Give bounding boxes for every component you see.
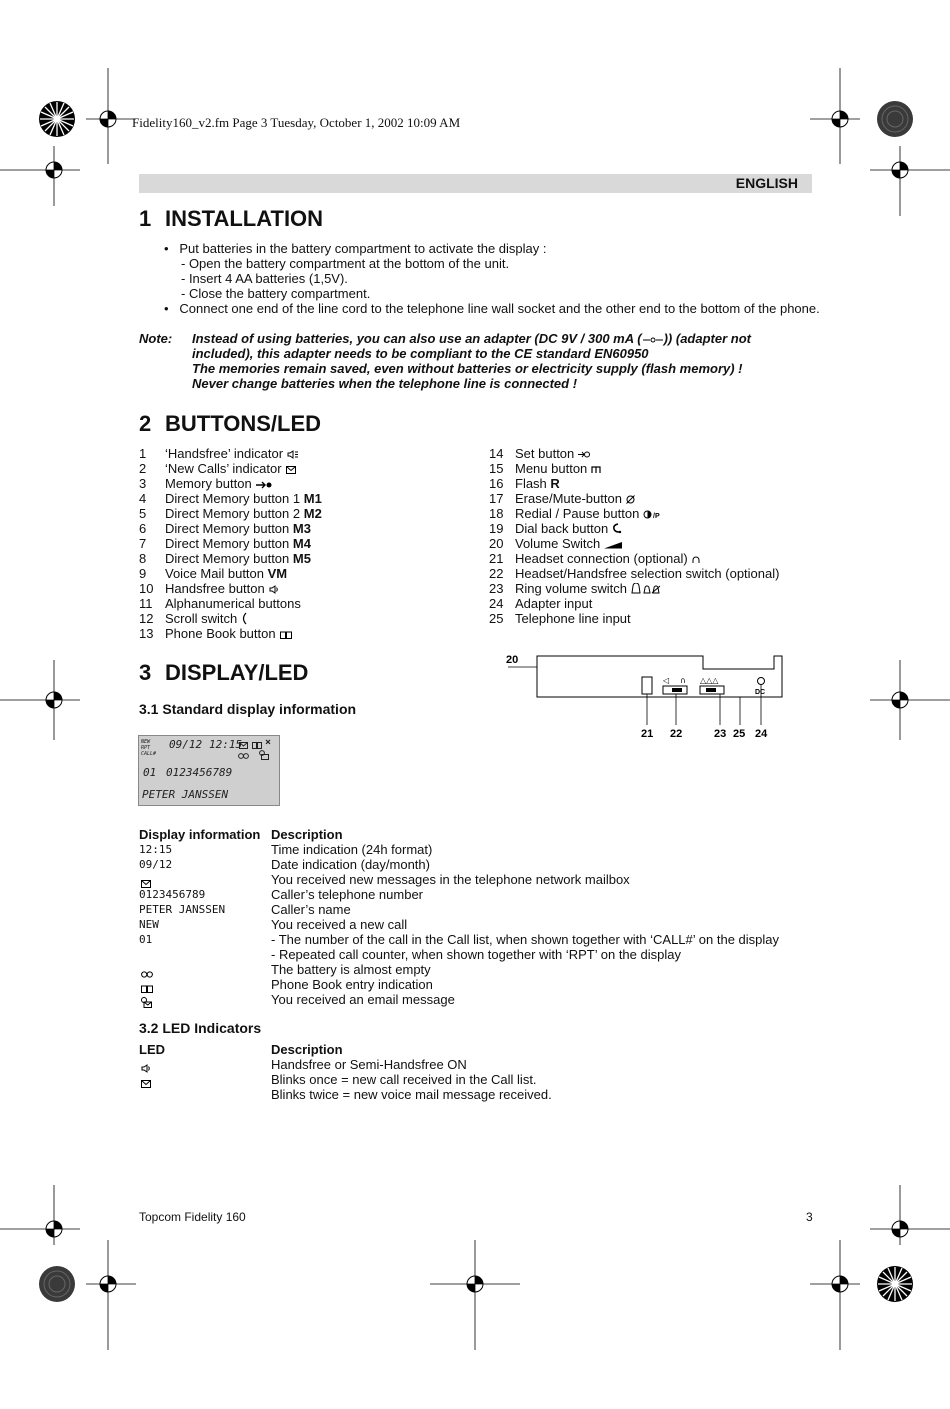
lcd-display (138, 735, 280, 806)
crosshair-mark (0, 1185, 80, 1245)
item-label: Redial / Pause button (515, 506, 640, 521)
display-info-key: 0123456789 (139, 888, 206, 901)
section-title-installation: 1 INSTALLATION (139, 206, 324, 231)
registration-mark-top-right (876, 100, 914, 138)
crosshair-mark (810, 1240, 860, 1350)
crosshair-mark (810, 68, 860, 164)
headset-icon (692, 552, 700, 567)
email-icon (259, 750, 269, 760)
item-number: 18 (489, 506, 504, 521)
item-label: Erase/Mute-button (515, 491, 622, 506)
crosshair-mark (86, 68, 136, 164)
item-number: 11 (139, 596, 153, 611)
item-number: 6 (139, 521, 147, 536)
led-table-head-key: LED (139, 1042, 165, 1057)
item-number: 21 (489, 551, 504, 566)
bullet-item: • Put batteries in the battery compartment to activate the display : (164, 241, 547, 256)
button-list-item (139, 476, 272, 492)
led-table-head-desc: Description (271, 1042, 343, 1057)
lcd-indicator: NEW (141, 739, 151, 745)
crosshair-mark (430, 1240, 520, 1350)
item-number: 12 (139, 611, 154, 626)
item-label: Direct Memory button 2 (165, 506, 301, 521)
registration-mark-bottom-left (38, 1265, 76, 1303)
book-icon (280, 627, 292, 642)
item-label: Telephone line input (515, 611, 631, 626)
envelope-icon (141, 1075, 151, 1093)
bullet-item: • Connect one end of the line cord to the telephone line wall socket and the other end to the bottom of the phone. (164, 301, 820, 316)
item-label: Direct Memory button 1 (165, 491, 301, 506)
display-info-desc: - The number of the call in the Call list, when shown together with ‘CALL#’ on the display (271, 932, 779, 947)
button-list-item (489, 596, 592, 611)
svg-text:∩: ∩ (680, 676, 686, 685)
button-list-item (489, 536, 622, 552)
button-list-item (139, 596, 301, 611)
item-label: Direct Memory button (165, 551, 290, 566)
button-list-item (489, 566, 779, 581)
button-list-item (139, 566, 287, 581)
button-list-item (139, 581, 279, 597)
language-bar (139, 174, 812, 193)
dial-back-icon (612, 522, 622, 537)
battery-icon (238, 753, 249, 759)
memory-arrow-icon (256, 477, 272, 492)
item-number: 19 (489, 521, 504, 536)
diagram-label: 21 (641, 728, 654, 740)
item-label: Phone Book button (165, 626, 276, 641)
email-icon (141, 995, 152, 1013)
section-title-display: 3 DISPLAY/LED (139, 660, 309, 685)
button-list-item (139, 506, 322, 521)
display-info-key: PETER JANSSEN (139, 903, 226, 916)
display-info-desc: You received a new call (271, 917, 408, 932)
note-label: Note: (139, 331, 173, 346)
note-line: Instead of using batteries, you can also use an adapter (DC 9V / 300 mA ( )) (adapter not (192, 331, 751, 346)
phone-side-diagram (500, 650, 790, 745)
item-key: VM (267, 566, 288, 581)
item-label: Scroll switch (165, 611, 238, 626)
display-info-desc: Time indication (24h format) (271, 842, 433, 857)
item-label: ‘New Calls’ indicator (165, 461, 282, 476)
display-info-desc: The battery is almost empty (271, 962, 431, 977)
display-table-head-key: Display information (139, 827, 261, 842)
set-icon (578, 447, 590, 462)
volume-wedge-icon (604, 537, 622, 552)
subsection-standard-display: 3.1 Standard display information (139, 701, 357, 717)
registration-mark-top-left (38, 100, 76, 138)
item-number: 3 (139, 476, 147, 491)
lcd-date: 09/12 (169, 738, 203, 751)
page-number: 3 (806, 1210, 813, 1224)
item-number: 16 (489, 476, 504, 491)
button-list-item (489, 476, 560, 491)
button-list-item (139, 446, 299, 462)
button-list-item (489, 506, 665, 522)
item-number: 23 (489, 581, 504, 596)
item-label: Direct Memory button (165, 521, 290, 536)
note-line: Never change batteries when the telephone line is connected ! (192, 376, 578, 391)
svg-text:◁: ◁ (663, 676, 670, 685)
envelope-icon (239, 742, 248, 749)
button-list-item (139, 461, 296, 477)
item-label: Adapter input (515, 596, 593, 611)
display-info-key: NEW (139, 918, 159, 931)
item-label: Direct Memory button (165, 536, 290, 551)
item-label: Memory button (165, 476, 252, 491)
item-label: Volume Switch (515, 536, 601, 551)
item-label: Flash (515, 476, 547, 491)
button-list-item (489, 551, 700, 567)
display-info-desc: Phone Book entry indication (271, 977, 433, 992)
item-label: Headset/Handsfree selection switch (optional) (515, 566, 780, 581)
dc-polarity-icon (643, 336, 663, 344)
item-number: 10 (139, 581, 154, 596)
display-info-key: 09/12 (139, 858, 173, 871)
item-label: Dial back button (515, 521, 609, 536)
display-table-head-desc: Description (271, 827, 343, 842)
button-list-item (489, 461, 601, 477)
item-key: M4 (292, 536, 311, 551)
note-line: The memories remain saved, even without batteries or electricity supply (flash memory) ! (192, 361, 743, 376)
item-number: 14 (489, 446, 504, 461)
item-number: 20 (489, 536, 504, 551)
led-desc: Handsfree or Semi-Handsfree ON (271, 1057, 467, 1072)
item-number: 7 (139, 536, 147, 551)
file-info-line: Fidelity160_v2.fm Page 3 Tuesday, October 1, 2002 10:09 AM (132, 115, 461, 130)
note-line: included), this adapter needs to be compliant to the CE standard EN60950 (192, 346, 649, 361)
item-label: Set button (515, 446, 575, 461)
item-number: 5 (139, 506, 147, 521)
button-list-item (489, 491, 635, 507)
item-label: ‘Handsfree’ indicator (165, 446, 284, 461)
item-label: Ring volume switch (515, 581, 627, 596)
subsection-led-indicators: 3.2 LED Indicators (139, 1020, 262, 1036)
envelope-icon (286, 462, 296, 477)
display-info-key: 01 (139, 933, 153, 946)
item-number: 8 (139, 551, 147, 566)
lcd-number: 0123456789 (166, 766, 233, 779)
item-key: M2 (303, 506, 322, 521)
footer-product: Topcom Fidelity 160 (139, 1210, 246, 1224)
display-info-desc: Date indication (day/month) (271, 857, 430, 872)
button-list-item (139, 536, 311, 551)
crosshair-mark (0, 146, 80, 206)
display-info-desc: You received new messages in the telephone network mailbox (271, 872, 630, 887)
diagram-label: 22 (670, 728, 683, 740)
redial-pause-icon (643, 507, 665, 522)
crosshair-mark (870, 1185, 950, 1245)
bell-icon (631, 582, 661, 597)
item-number: 13 (139, 626, 154, 641)
led-desc: Blinks once = new call received in the Call list. (271, 1072, 537, 1087)
lcd-x: × (265, 737, 272, 748)
item-number: 4 (139, 491, 147, 506)
button-list-item (489, 611, 631, 626)
diagram-label: 25 (733, 728, 746, 740)
item-number: 2 (139, 461, 147, 476)
diagram-dc-label: DC (755, 689, 766, 696)
item-label: Menu button (515, 461, 588, 476)
lcd-name: PETER JANSSEN (142, 788, 229, 801)
lcd-indicator: RPT (141, 745, 151, 751)
item-key: R (550, 476, 560, 491)
item-label: Handsfree button (165, 581, 265, 596)
diagram-label: 20 (506, 654, 519, 666)
sub-item: - Insert 4 AA batteries (1,5V). (181, 271, 348, 286)
display-info-desc: - Repeated call counter, when shown together with ‘RPT’ on the display (271, 947, 681, 962)
item-number: 15 (489, 461, 504, 476)
button-list-item (489, 581, 661, 597)
item-number: 9 (139, 566, 147, 581)
button-list-item (139, 491, 322, 506)
item-label: Headset connection (optional) (515, 551, 688, 566)
section-title-buttons: 2 BUTTONS/LED (139, 411, 322, 436)
crosshair-mark (0, 660, 80, 740)
item-number: 22 (489, 566, 504, 581)
button-list-item (139, 626, 292, 642)
menu-icon (591, 462, 601, 477)
crosshair-mark (870, 146, 950, 216)
item-number: 25 (489, 611, 504, 626)
svg-text:/P: /P (653, 513, 660, 520)
led-desc: Blinks twice = new voice mail message received. (271, 1087, 552, 1102)
item-label: Voice Mail button (165, 566, 265, 581)
button-list-item (139, 551, 311, 566)
diagram-label: 24 (755, 728, 768, 740)
handsfree-indicator-icon (287, 447, 299, 462)
display-info-desc: Caller’s telephone number (271, 887, 424, 902)
book-icon (252, 742, 262, 749)
lcd-time: 12:15 (209, 738, 243, 751)
svg-text:△△△: △△△ (700, 676, 719, 685)
item-key: M3 (292, 521, 311, 536)
display-info-desc: You received an email message (271, 992, 455, 1007)
registration-mark-bottom-right (876, 1265, 914, 1303)
item-number: 1 (139, 446, 147, 461)
display-info-key: 12:15 (139, 843, 173, 856)
item-key: M1 (303, 491, 322, 506)
item-number: 17 (489, 491, 504, 506)
crosshair-mark (86, 1240, 136, 1350)
button-list-item (489, 521, 622, 537)
button-list-item (139, 521, 311, 536)
item-key: M5 (292, 551, 311, 566)
sub-item: - Open the battery compartment at the bottom of the unit. (181, 256, 510, 271)
crosshair-mark (870, 660, 950, 740)
erase-icon (626, 492, 635, 507)
diagram-label: 23 (714, 728, 727, 740)
item-label: Alphanumerical buttons (165, 596, 301, 611)
item-number: 24 (489, 596, 504, 611)
language-label: ENGLISH (735, 175, 798, 191)
lcd-indicator: CALL# (141, 751, 157, 757)
display-info-desc: Caller’s name (271, 902, 351, 917)
lcd-index: 01 (143, 766, 157, 779)
sub-item: - Close the battery compartment. (181, 286, 371, 301)
button-list-item (489, 446, 590, 462)
speaker-icon (269, 582, 279, 597)
